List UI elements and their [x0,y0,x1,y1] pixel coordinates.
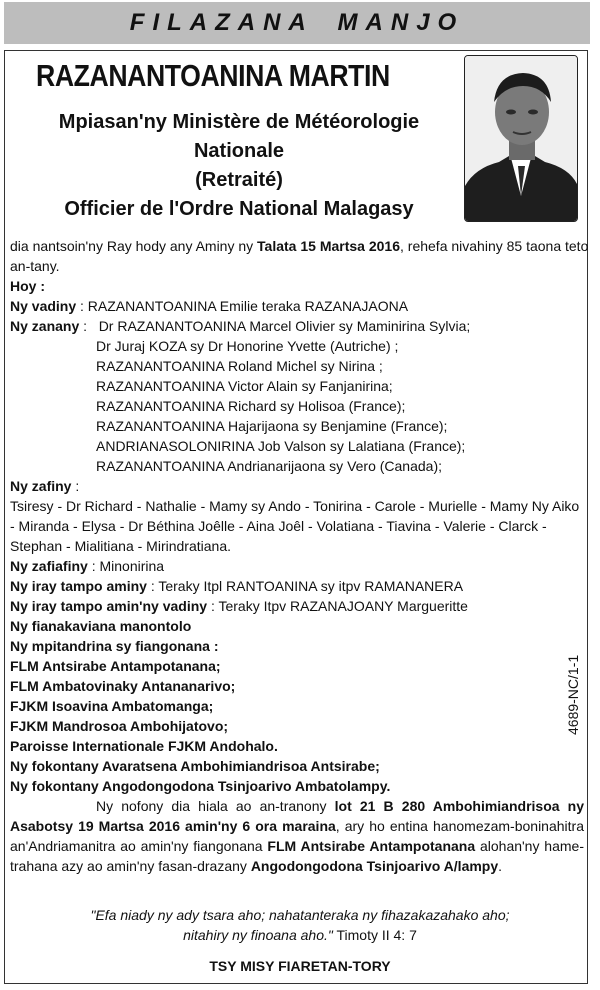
reference-code: 4689-NC/1-1 [565,654,581,735]
announcement-body [10,236,589,876]
church-heading: Ny mpitandrina sy fiangonana : [10,638,219,654]
deceased-titles [24,108,454,224]
title-line: Officier de l'Ordre National Malagasy [64,198,414,220]
deceased-name: RAZANANTOANINA MARTIN [35,58,390,93]
zafiny-names: Tsiresy - Dr Richard - Nathalie - Mamy sy Ando - Tonirina - Carole - Murielle - Mamy Ny Aiko [10,498,580,514]
zanany-item: RAZANANTOANINA Roland Michel sy Nirina ; [96,358,383,374]
vadiny-line: Ny vadiny : RAZANANTOANINA Emilie teraka RAZANAJAONA [10,298,409,314]
zanany-item: RAZANANTOANINA Richard sy Holisoa (France); [96,398,406,414]
quote-line-1: "Efa niady ny ady tsara aho; nahatanteraka ny fihazakazahako aho; [90,907,510,923]
fokontany-line: Ny fokontany Avaratsena Ambohimiandrisoa Antsirabe; [10,758,380,774]
fokontany-line: Ny fokontany Angodongodona Tsinjoarivo Ambatolampy. [10,778,391,794]
intro-line-2: an-tany. [10,258,60,274]
title-line: Mpiasan'ny Ministère de Météorologie [58,111,420,133]
portrait-silhouette [465,56,577,221]
bible-quote [40,905,560,945]
zafiny-line: Ny zafiny : [10,478,80,494]
church-line: FLM Ambatovinaky Antananarivo; [10,678,236,694]
burial-paragraph: Ny nofony dia hiala ao an-tranony lot 21 B 280 Ambohimiandrisoa ny Asabotsy 19 Martsa 2016 amin'ny 6 ora maraina, ary ho entina hanomezam-boninahitra an'Andriamanitra ao amin'ny fiangonana FLM Antsirabe Antampotanana alohan'ny hame-trahana azy ao amin'ny fasan-drazany Angodongodona Tsinjoarivo A/lampy. [10,798,584,874]
church-line: FJKM Isoavina Ambatomanga; [10,698,214,714]
zanany-item: Dr Juraj KOZA sy Dr Honorine Yvette (Autriche) ; [96,338,399,354]
footer-note: TSY MISY FIARETAN-TORY [209,958,391,974]
portrait-photo [464,55,578,222]
church-line: FLM Antsirabe Antampotanana; [10,658,221,674]
header-title: FILAZANA MANJO [129,9,465,36]
title-line: Nationale [193,140,285,162]
church-line: Paroisse Internationale FJKM Andohalo. [10,738,278,754]
quote-reference: Timoty II 4: 7 [332,927,417,943]
zafiafiny-line: Ny zafiafiny : Minonirina [10,558,165,574]
zafiny-names: - Miranda - Elysa - Dr Béthina Joêlle - Aina Joêl - Volatiana - Tiavina - Valerie - Clarck - [10,518,547,534]
death-date: Talata 15 Martsa 2016 [257,238,400,254]
zanany-item: RAZANANTOANINA Hajarijaona sy Benjamine (France); [96,418,448,434]
quote-line-2: nitahiry ny finoana aho." Timoty II 4: 7 [183,927,417,943]
zanany-item: RAZANANTOANINA Andrianarijaona sy Vero (Canada); [96,458,443,474]
iray-tampo-aminy-line: Ny iray tampo aminy : Teraky Itpl RANTOANINA sy itpv RAMANANERA [10,578,464,594]
intro-line: dia nantsoin'ny Ray hody any Aminy ny Talata 15 Martsa 2016, rehefa nivahiny 85 taona teto [10,238,589,254]
family-line: Ny fianakaviana manontolo [10,618,192,634]
iray-tampo-vadiny-line: Ny iray tampo amin'ny vadiny : Teraky Itpv RAZANAJOANY Margueritte [10,598,468,614]
hoy-label: Hoy : [10,278,45,294]
zanany-line: Ny zanany : Dr RAZANANTOANINA Marcel Olivier sy Maminirina Sylvia; [10,318,471,334]
church-line: FJKM Mandrosoa Ambohijatovo; [10,718,229,734]
title-line: (Retraité) [195,169,283,191]
header-banner [4,2,590,44]
zanany-item: RAZANANTOANINA Victor Alain sy Fanjanirina; [96,378,393,394]
zanany-item: ANDRIANASOLONIRINA Job Valson sy Lalatiana (France); [96,438,466,454]
zafiny-names: Stephan - Mialitiana - Mirindratiana. [10,538,231,554]
